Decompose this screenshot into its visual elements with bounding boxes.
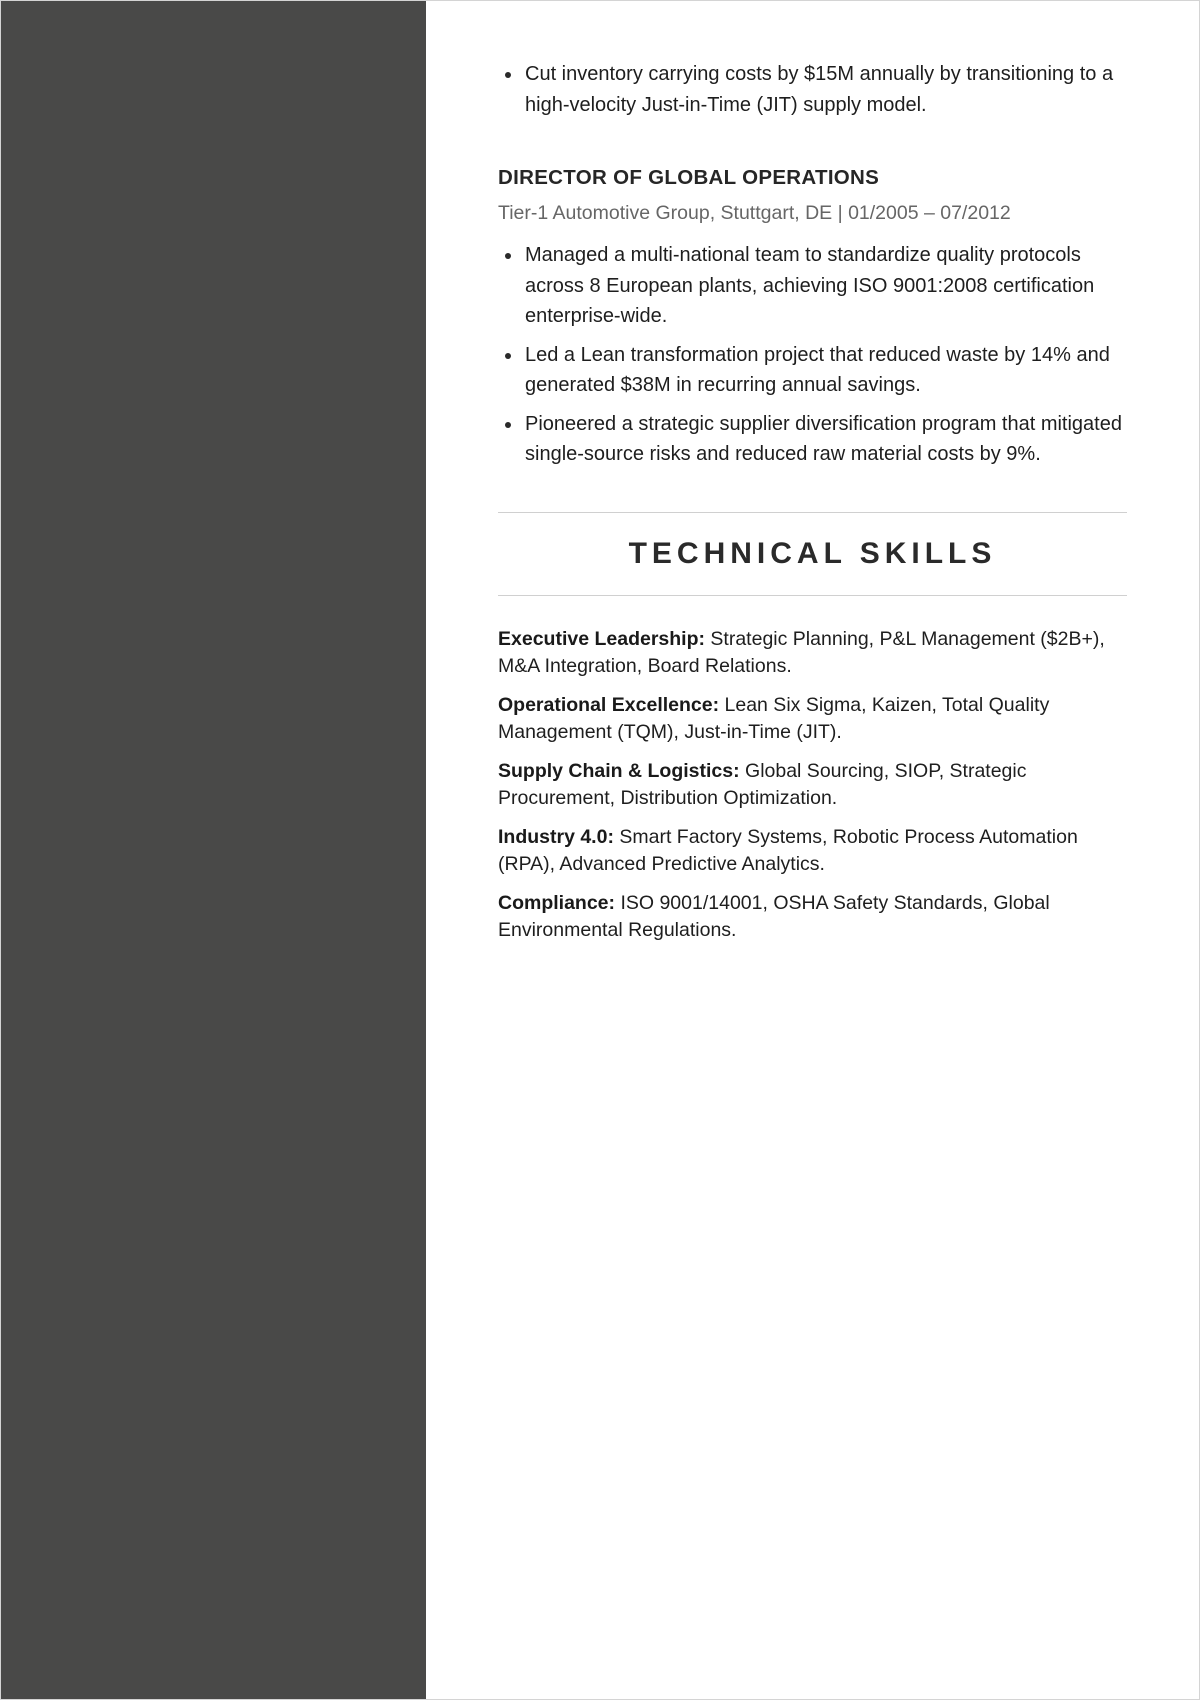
skill-item [498,890,1127,944]
skill-item [498,692,1127,746]
skill-text: Strategic Planning, P&L Management ($2B+), M&A Integration, Board Relations. [498,627,1105,677]
previous-job-bullets [498,59,1127,120]
skill-label: Operational Excellence: [498,693,720,716]
bullet-item: Managed a multi-national team to standardize quality protocols across 8 European plants, achieving ISO 9001:2008 certification enterprise-wide. [525,240,1127,332]
skill-label: Compliance: [498,891,616,914]
job-entry [498,164,1127,470]
section-divider-bottom [498,595,1127,596]
skill-label: Industry 4.0: [498,825,614,848]
job-title: DIRECTOR OF GLOBAL OPERATIONS [498,166,880,189]
skill-item [498,758,1127,812]
job-meta: Tier-1 Automotive Group, Stuttgart, DE | 01/2005 – 07/2012 [498,202,1011,224]
skill-text: Global Sourcing, SIOP, Strategic Procurement, Distribution Optimization. [498,759,1027,809]
skill-item [498,626,1127,680]
skill-text: ISO 9001/14001, OSHA Safety Standards, Global Environmental Regulations. [498,891,1050,941]
bullet-item: Led a Lean transformation project that reduced waste by 14% and generated $38M in recurring annual savings. [525,340,1127,401]
section-heading: TECHNICAL SKILLS [628,536,997,570]
bullet-item: Cut inventory carrying costs by $15M annually by transitioning to a high-velocity Just-in-Time (JIT) supply model. [525,59,1127,120]
job-bullets [498,240,1127,470]
skill-label: Executive Leadership: [498,627,705,650]
skill-label: Supply Chain & Logistics: [498,759,740,782]
main-content [498,59,1127,956]
skill-item [498,824,1127,878]
skill-text: Lean Six Sigma, Kaizen, Total Quality Management (TQM), Just-in-Time (JIT). [498,693,1050,743]
skill-text: Smart Factory Systems, Robotic Process Automation (RPA), Advanced Predictive Analytics. [498,825,1078,875]
skills-list [498,626,1127,944]
sidebar-panel [1,1,426,1700]
bullet-item: Pioneered a strategic supplier diversification program that mitigated single-source risks and reduced raw material costs by 9%. [525,409,1127,470]
